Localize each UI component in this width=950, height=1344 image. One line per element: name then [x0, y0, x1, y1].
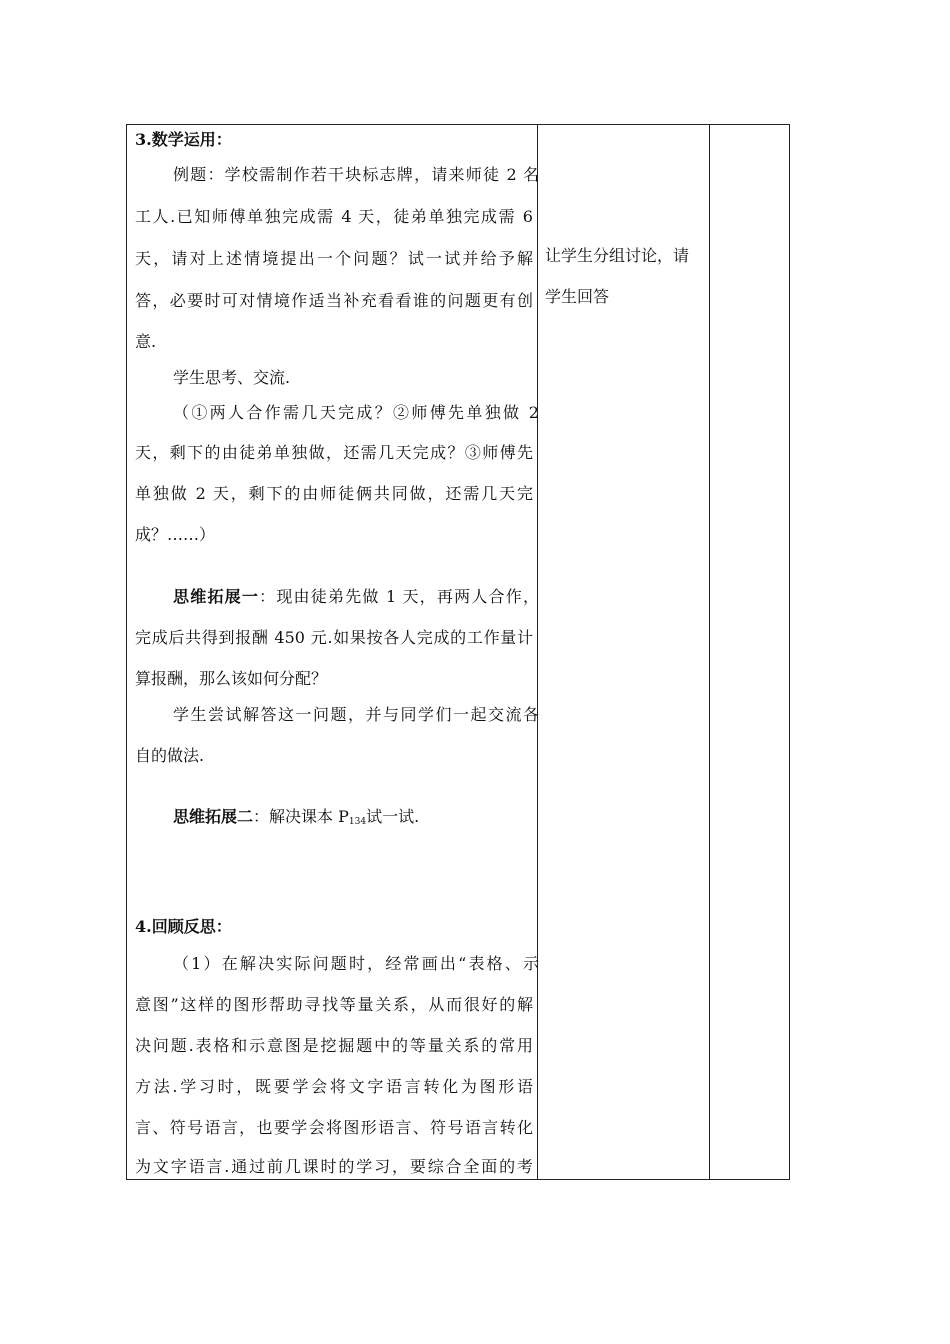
- example-line-3: 天，请对上述情境提出一个问题？试一试并给予解: [135, 249, 533, 268]
- questions-line-3: 单独做 2 天，剩下的由师徒俩共同做，还需几天完: [135, 484, 533, 503]
- extension-2-page: 134: [348, 817, 367, 827]
- example-line-4: 答，必要时可对情境作适当补充看看谁的问题更有创: [135, 291, 533, 310]
- extension-1-line-2: 完成后共得到报酬 450 元.如果按各人完成的工作量计: [135, 628, 533, 647]
- example-line-5: 意.: [135, 332, 157, 351]
- section-4-heading: 4.回顾反思：: [135, 917, 232, 936]
- student-try-line-2: 自的做法.: [135, 746, 205, 765]
- review-line-6: 为文字语言.通过前几课时的学习，要综合全面的考: [135, 1157, 533, 1176]
- section-3-heading: 3.数学运用：: [135, 130, 232, 149]
- column-divider-1: [537, 125, 538, 1179]
- extension-2-text-end: 试一试.: [366, 807, 420, 826]
- example-line-1: 例题：学校需制作若干块标志牌，请来师徒 2 名: [173, 165, 539, 184]
- notes-column: [710, 125, 789, 1179]
- student-think-text: 学生思考、交流.: [173, 368, 291, 387]
- student-try-line-1: 学生尝试解答这一问题，并与同学们一起交流各: [173, 705, 539, 724]
- guidance-line-1: 让学生分组讨论，请: [545, 246, 690, 265]
- extension-2-line: [173, 807, 419, 832]
- review-line-1: （1）在解决实际问题时，经常画出“表格、示: [173, 954, 539, 973]
- review-line-2: 意图”这样的图形帮助寻找等量关系，从而很好的解: [135, 995, 533, 1014]
- review-line-4: 方法.学习时，既要学会将文字语言转化为图形语: [135, 1077, 533, 1096]
- review-line-5: 言、符号语言，也要学会将图形语言、符号语言转化: [135, 1118, 533, 1137]
- lesson-table: [126, 124, 790, 1180]
- questions-line-4: 成？……）: [135, 525, 216, 544]
- guidance-line-2: 学生回答: [545, 287, 610, 306]
- review-line-3: 决问题.表格和示意图是挖掘题中的等量关系的常用: [135, 1036, 533, 1055]
- example-line-2: 工人.已知师傅单独完成需 4 天，徒弟单独完成需 6: [135, 207, 533, 226]
- extension-2-label: 思维拓展二: [173, 807, 254, 826]
- questions-line-1: （①两人合作需几天完成？②师傅先单独做 2: [173, 403, 539, 422]
- extension-1-label: 思维拓展一: [173, 587, 260, 606]
- extension-1-line-3: 算报酬，那么该如何分配？: [135, 669, 328, 688]
- extension-2-text: ：解决课本 P: [253, 807, 349, 826]
- questions-line-2: 天，剩下的由徒弟单独做，还需几天完成？③师傅先: [135, 443, 533, 462]
- extension-1-text: ：现由徒弟先做 1 天，再两人合作，: [259, 587, 539, 606]
- extension-1-line-1: [173, 587, 539, 607]
